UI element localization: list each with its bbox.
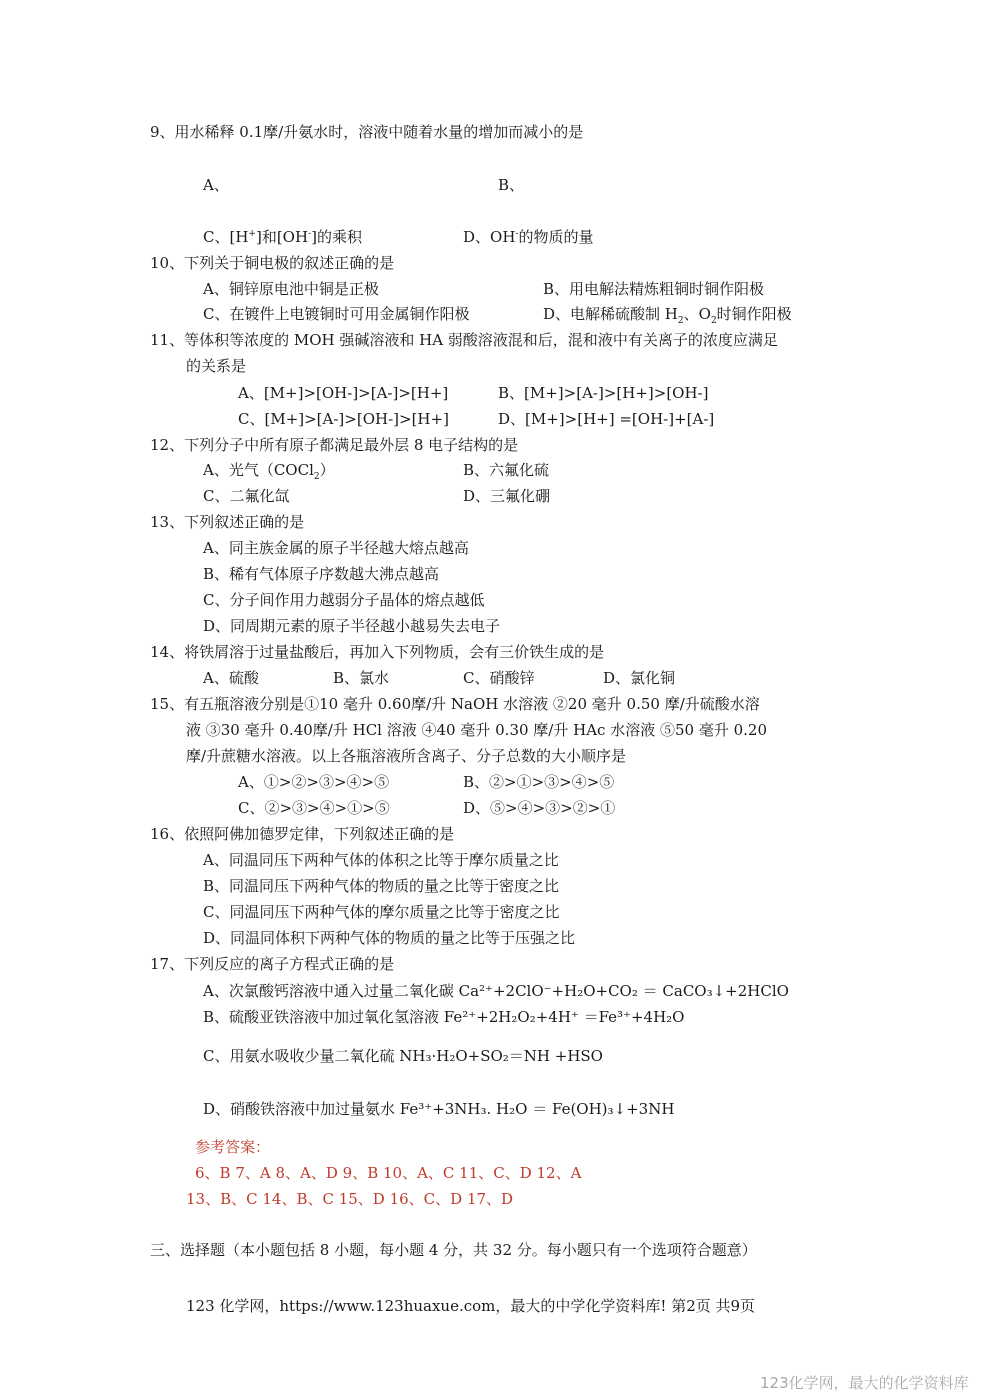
q13-option-b: B、稀有气体原子序数越大沸点越高 bbox=[203, 565, 440, 583]
answers-title: 参考答案： bbox=[195, 1138, 271, 1156]
q12-option-b: B、六氟化硫 bbox=[463, 461, 550, 479]
q14-option-c: C、硝酸锌 bbox=[463, 669, 535, 687]
q10-option-d: D、电解稀硫酸制 $H_2$、$O_2$时铜作阳极 bbox=[543, 305, 792, 326]
q16-option-a: A、同温同压下两种气体的体积之比等于摩尔质量之比 bbox=[203, 851, 559, 869]
q9-option-d: D、OH-的物质的量 bbox=[463, 228, 594, 246]
page-footer: 123 化学网，https://www.123huaxue.com，最大的中学化学资料库! 第2页 共9页 bbox=[186, 1297, 756, 1315]
q15-option-b: B、②>①>③>④>⑤ bbox=[463, 773, 615, 791]
q9-stem: 9、用水稀释 0.1摩/升氨水时，溶液中随着水量的增加而减小的是 bbox=[150, 123, 584, 141]
q13-stem: 13、下列叙述正确的是 bbox=[150, 513, 305, 531]
q10-option-b: B、用电解法精炼粗铜时铜作阳极 bbox=[543, 280, 765, 298]
q17-option-c: C、用氨水吸收少量二氧化硫 NH₃·H₂O+SO₂＝NH +HSO bbox=[203, 1047, 603, 1065]
q9-option-b: B、 bbox=[498, 176, 525, 194]
q9-option-a: A、 bbox=[203, 176, 229, 194]
answers-line2: 13、B、C 14、B、C 15、D 16、C、D 17、D bbox=[186, 1190, 514, 1208]
q14-option-d: D、氯化铜 bbox=[603, 669, 676, 687]
q15-stem-line2: 液 ③30 毫升 0.40摩/升 HCl 溶液 ④40 毫升 0.30 摩/升 HAc 水溶液 ⑤50 毫升 0.20 bbox=[186, 721, 767, 739]
q11-option-b: B、[M+]>[A-]>[H+]>[OH-] bbox=[498, 384, 709, 402]
q16-stem: 16、依照阿佛加德罗定律，下列叙述正确的是 bbox=[150, 825, 455, 843]
q17-option-d: D、硝酸铁溶液中加过量氨水 Fe³⁺+3NH₃. H₂O ＝ Fe(OH)₃↓+3NH bbox=[203, 1100, 675, 1118]
q12-option-a: A、光气（COCl$_2$） bbox=[203, 461, 335, 482]
q15-stem-line1: 15、有五瓶溶液分别是①10 毫升 0.60摩/升 NaOH 水溶液 ②20 毫升 0.50 摩/升硫酸水溶 bbox=[150, 695, 760, 713]
q16-option-d: D、同温同体积下两种气体的物质的量之比等于压强之比 bbox=[203, 929, 576, 947]
q15-option-a: A、①>②>③>④>⑤ bbox=[238, 773, 390, 791]
q12-option-d: D、三氟化硼 bbox=[463, 487, 551, 505]
q17-option-b: B、硫酸亚铁溶液中加过氧化氢溶液 Fe²⁺+2H₂O₂+4H⁺ ＝Fe³⁺+4H₂O bbox=[203, 1008, 685, 1026]
q14-option-b: B、氯水 bbox=[333, 669, 390, 687]
q13-option-a: A、同主族金属的原子半径越大熔点越高 bbox=[203, 539, 469, 557]
answers-line1: 6、B 7、A 8、A、D 9、B 10、A、C 11、C、D 12、A bbox=[195, 1164, 582, 1182]
q11-option-a: A、[M+]>[OH-]>[A-]>[H+] bbox=[238, 384, 449, 402]
q13-option-c: C、分子间作用力越弱分子晶体的熔点越低 bbox=[203, 591, 485, 609]
q16-option-c: C、同温同压下两种气体的摩尔质量之比等于密度之比 bbox=[203, 903, 560, 921]
q15-option-d: D、⑤>④>③>②>① bbox=[463, 799, 616, 817]
section-3-heading: 三、选择题（本小题包括 8 小题，每小题 4 分，共 32 分。每小题只有一个选项符合题意） bbox=[150, 1241, 757, 1259]
q15-option-c: C、②>③>④>①>⑤ bbox=[238, 799, 390, 817]
q17-stem: 17、下列反应的离子方程式正确的是 bbox=[150, 955, 395, 973]
q10-option-c: C、在镀件上电镀铜时可用金属铜作阳极 bbox=[203, 305, 470, 323]
q12-stem: 12、下列分子中所有原子都满足最外层 8 电子结构的是 bbox=[150, 436, 519, 454]
q11-stem-line1: 11、等体积等浓度的 MOH 强碱溶液和 HA 弱酸溶液混和后，混和液中有关离子的浓度应满足 bbox=[150, 331, 778, 349]
q17-option-a: A、次氯酸钙溶液中通入过量二氧化碳 Ca²⁺+2ClO⁻+H₂O+CO₂ ＝ CaCO₃↓+2HClO bbox=[203, 982, 789, 1000]
q16-option-b: B、同温同压下两种气体的物质的量之比等于密度之比 bbox=[203, 877, 560, 895]
q10-stem: 10、下列关于铜电极的叙述正确的是 bbox=[150, 254, 395, 272]
q11-stem-line2: 的关系是 bbox=[186, 357, 247, 375]
q11-option-c: C、[M+]>[A-]>[OH-]>[H+] bbox=[238, 410, 449, 428]
q10-option-a: A、铜锌原电池中铜是正极 bbox=[203, 280, 379, 298]
q13-option-d: D、同周期元素的原子半径越小越易失去电子 bbox=[203, 617, 501, 635]
watermark: 123化学网，最大的化学资料库 bbox=[760, 1374, 969, 1392]
q15-stem-line3: 摩/升蔗糖水溶液。以上各瓶溶液所含离子、分子总数的大小顺序是 bbox=[186, 747, 627, 765]
q12-option-c: C、二氟化氙 bbox=[203, 487, 290, 505]
q14-option-a: A、硫酸 bbox=[203, 669, 259, 687]
q9-option-c: C、[H+]和[OH-]的乘积 bbox=[203, 228, 362, 246]
q11-option-d: D、[M+]>[H+] =[OH-]+[A-] bbox=[498, 410, 715, 428]
q14-stem: 14、将铁屑溶于过量盐酸后，再加入下列物质，会有三价铁生成的是 bbox=[150, 643, 605, 661]
